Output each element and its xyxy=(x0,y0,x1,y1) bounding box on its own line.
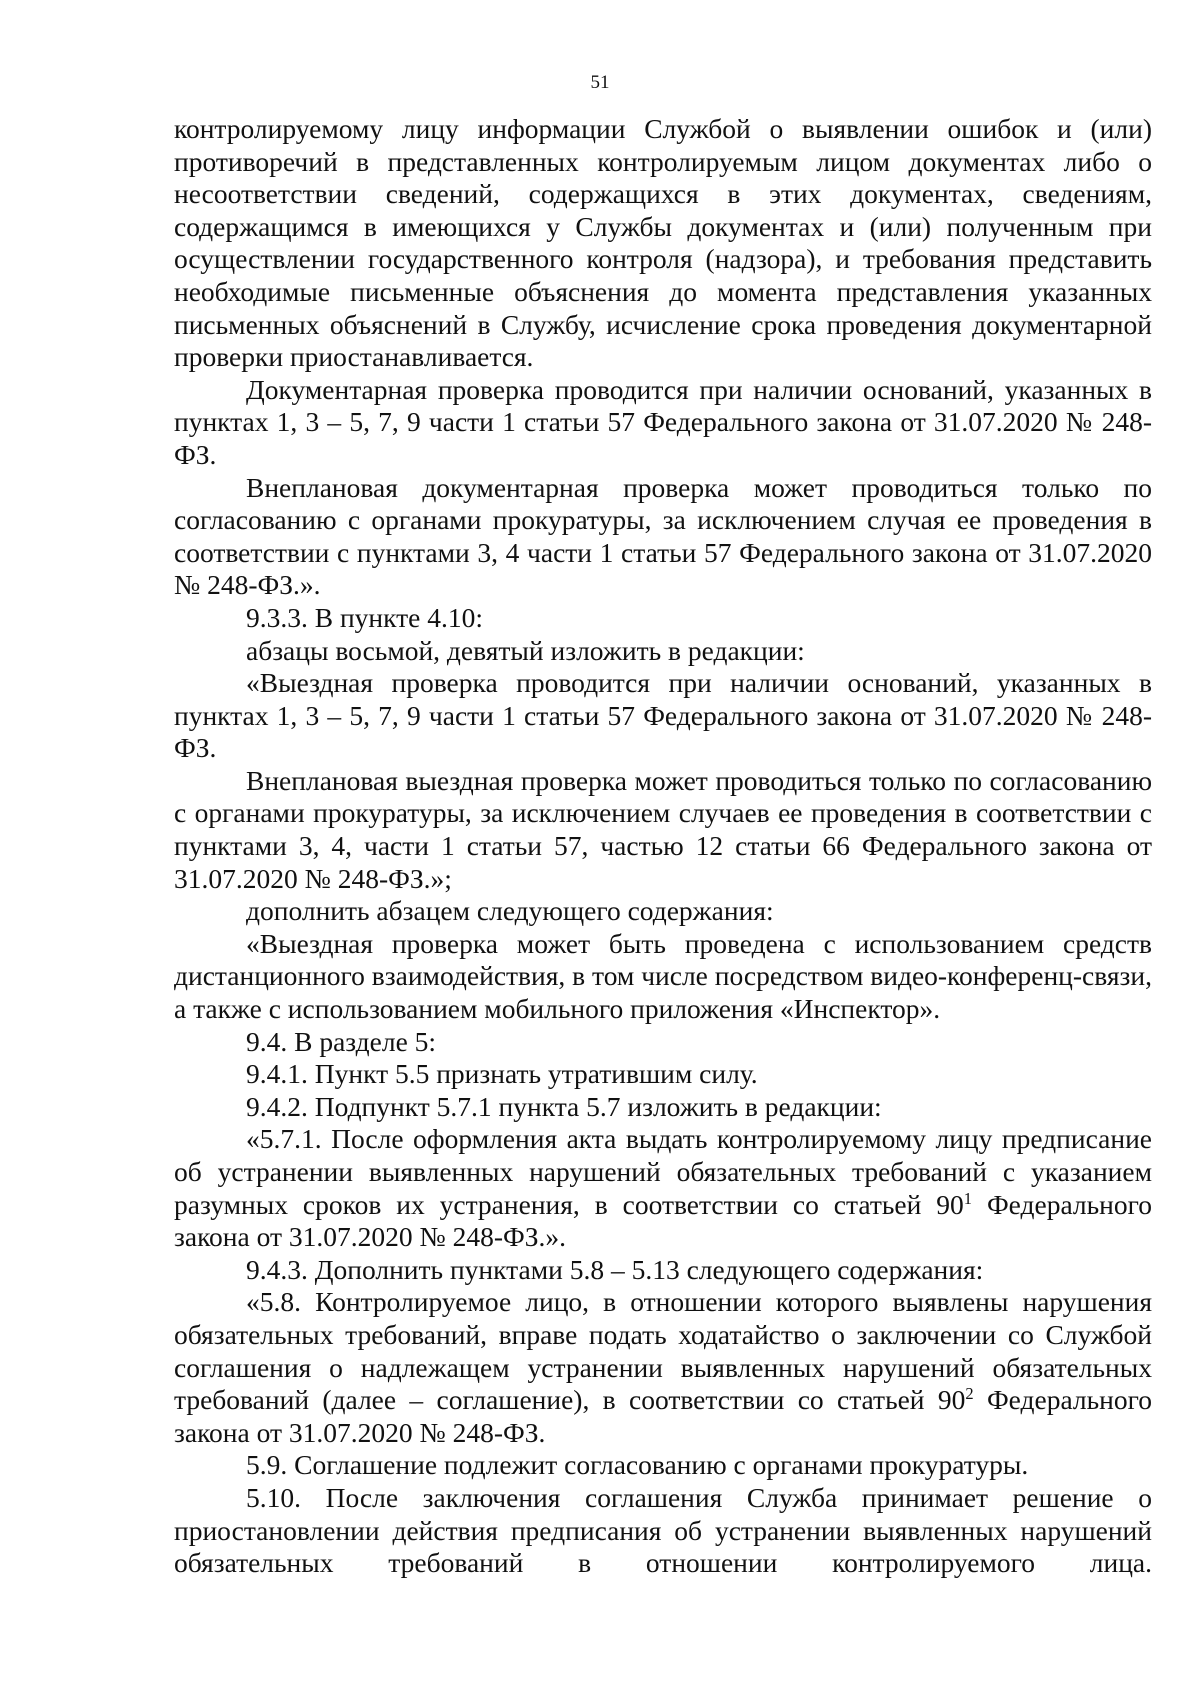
paragraph: контролируемому лицу информации Службой о выявлении ошибок и (или) противоречий в представленных контролируемым лицом документах либо о несоответствии сведений, содержащихся в этих документах, сведениям, содержащимся в имеющихся у Службы документах и (или) полученным при осуществлении государственного контроля (надзора), и требования представить необходимые письменные объяснения до момента представления указанных письменных объяснений в Службу, исчисление срока проведения документарной проверки приостанавливается. xyxy=(174,113,1152,373)
superscript: 2 xyxy=(965,1384,974,1403)
paragraph: дополнить абзацем следующего содержания: xyxy=(246,895,774,927)
page-number: 51 xyxy=(590,72,610,93)
paragraph: 9.4.3. Дополнить пунктами 5.8 – 5.13 следующего содержания: xyxy=(246,1253,984,1285)
paragraph: 5.10. После заключения соглашения Служба принимает решение о приостановлении действия предписания об устранении выявленных нарушений обязательных требований в отношении контролируемого лица. xyxy=(174,1481,1152,1579)
paragraph-text: «5.7.1. После оформления акта выдать контролируемому лицу предписание об устранении выявленных нарушений обязательных требований с указанием разумных сроков их устранения, в соответствии со статьей 90 xyxy=(174,1123,1152,1220)
paragraph-text: «5.8. Контролируемое лицо, в отношении которого выявлены нарушения обязательных требований, вправе подать ходатайство о заключении со Службой соглашения о надлежащем устранении выявленных нарушений обязательных требований (далее – соглашение), в соответствии со статьей 90 xyxy=(174,1286,1152,1416)
paragraph: Документарная проверка проводится при наличии оснований, указанных в пунктах 1, 3 – 5, 7, 9 части 1 статьи 57 Федерального закона от 31.07.2020 № 248-ФЗ. xyxy=(174,373,1152,470)
paragraph: 9.4. В разделе 5: xyxy=(246,1025,437,1057)
paragraph: «Выездная проверка может быть проведена с использованием средств дистанционного взаимодействия, в том числе посредством видео-конференц-связи, а также с использованием мобильного приложения «Инспектор». xyxy=(174,927,1152,1025)
paragraph-text: Федерального закона от 31.07.2020 № 248-ФЗ.». xyxy=(174,1188,1152,1253)
paragraph: 5.9. Соглашение подлежит согласованию с органами прокуратуры. xyxy=(246,1449,1029,1481)
paragraph: абзацы восьмой, девятый изложить в редакции: xyxy=(246,634,805,666)
paragraph: 9.3.3. В пункте 4.10: xyxy=(246,601,484,633)
superscript: 1 xyxy=(963,1188,973,1208)
paragraph: Внеплановая документарная проверка может проводиться только по согласованию с органами прокуратуры, за исключением случая ее проведения в соответствии с пунктами 3, 4 части 1 статьи 57 Федерального закона от 31.07.2020 № 248-ФЗ.». xyxy=(174,471,1152,601)
paragraph: «Выездная проверка проводится при наличии оснований, указанных в пунктах 1, 3 – 5, 7, 9 части 1 статьи 57 Федерального закона от 31.07.2020 № 248-ФЗ. xyxy=(174,667,1152,764)
paragraph-text: Федерального закона от 31.07.2020 № 248-ФЗ. xyxy=(174,1384,1152,1448)
paragraph: 9.4.1. Пункт 5.5 признать утратившим силу. xyxy=(246,1058,758,1090)
paragraph: Внеплановая выездная проверка может проводиться только по согласованию с органами прокуратуры, за исключением случаев ее проведения в соответствии с пунктами 3, 4, части 1 статьи 57, частью 12 статьи 66 Федерального закона от 31.07.2020 № 248-ФЗ.»; xyxy=(174,764,1152,894)
document-body xyxy=(174,113,1152,1580)
paragraph: 9.4.2. Подпункт 5.7.1 пункта 5.7 изложить в редакции: xyxy=(246,1090,882,1122)
paragraph xyxy=(174,1286,1152,1449)
paragraph xyxy=(174,1123,1152,1253)
